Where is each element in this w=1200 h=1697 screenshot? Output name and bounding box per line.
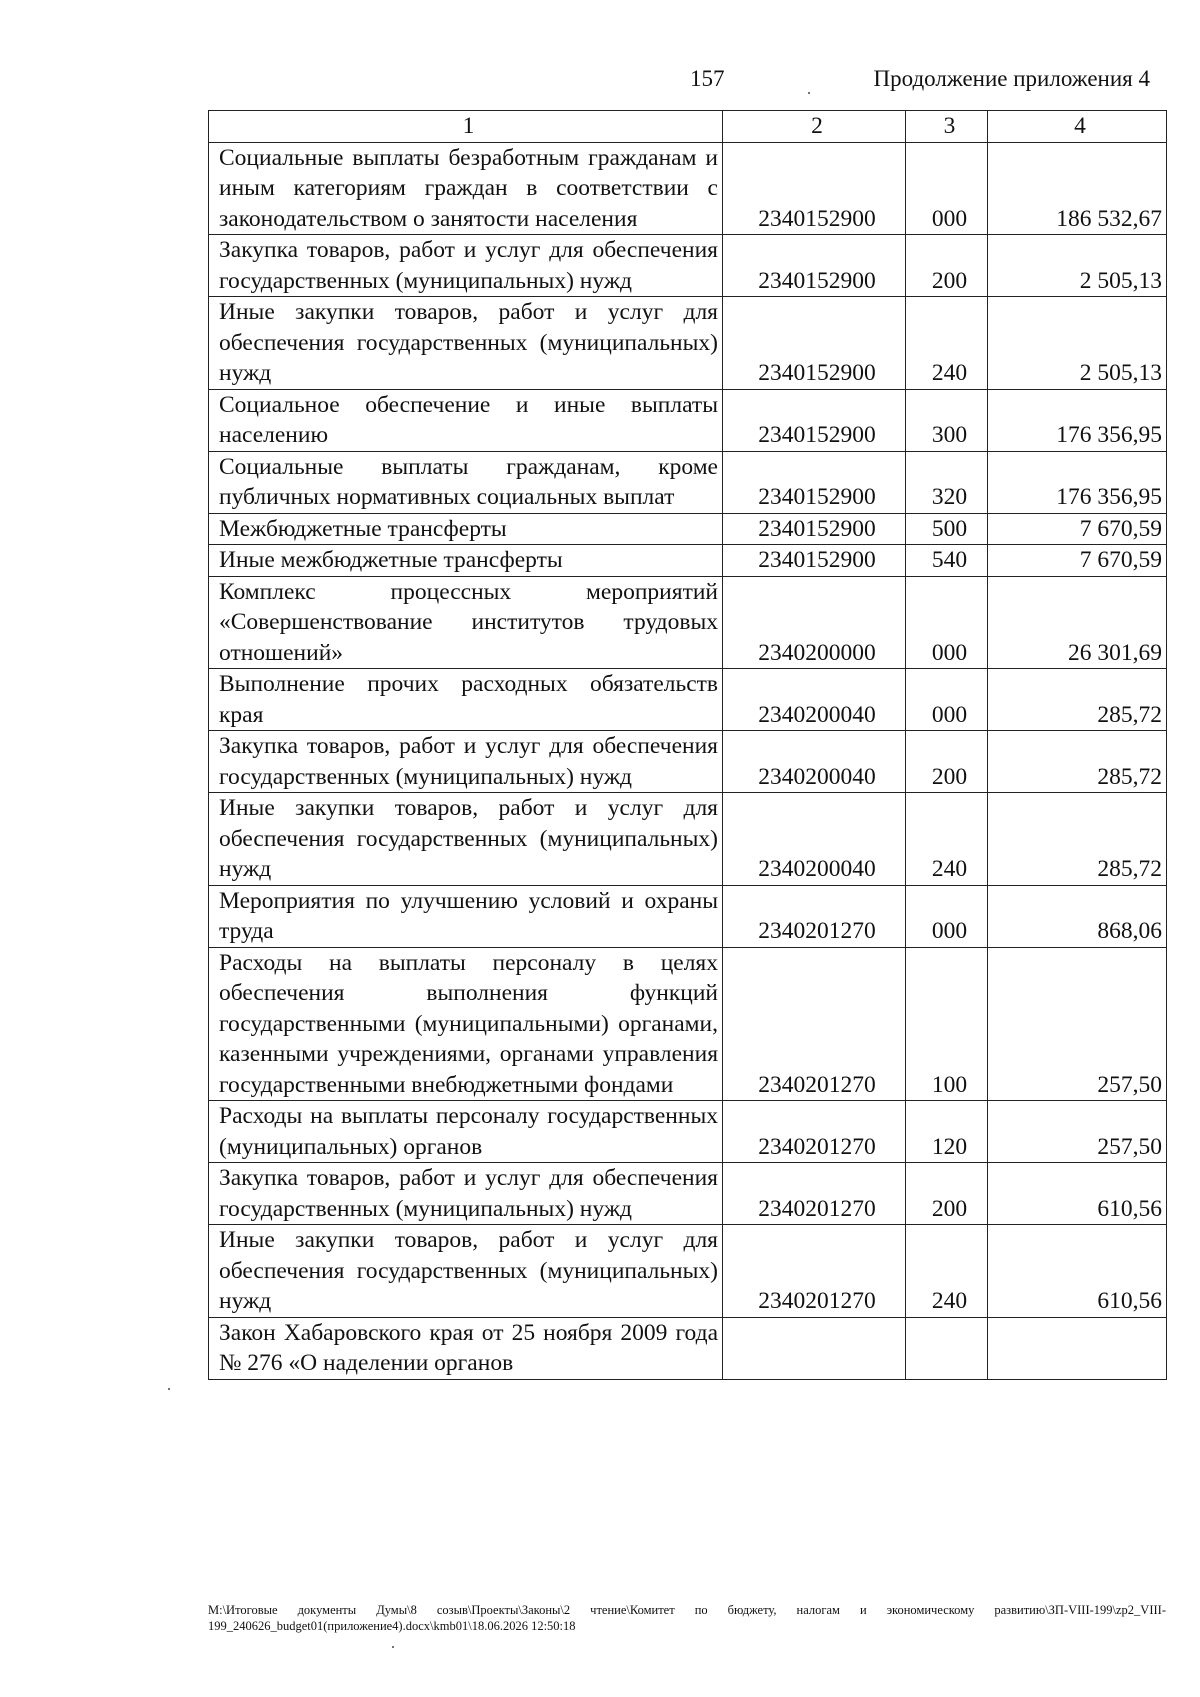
row-name-cell: Межбюджетные трансферты — [209, 513, 723, 545]
row-name-cell: Иные закупки товаров, работ и услуг для обеспечения государственных (муниципальных) нужд — [209, 297, 723, 390]
table-body — [209, 142, 1167, 1379]
row-name-cell: Социальное обеспечение и иные выплаты населению — [209, 389, 723, 451]
row-kvr-cell: 540 — [906, 545, 988, 577]
row-kvr-cell: 240 — [906, 297, 988, 390]
row-kvr-cell: 100 — [906, 947, 988, 1101]
row-name-cell: Социальные выплаты гражданам, кроме публичных нормативных социальных выплат — [209, 451, 723, 513]
row-kvr-cell: 320 — [906, 451, 988, 513]
row-code-cell: 2340200040 — [723, 669, 906, 731]
row-amount-cell: 7 670,59 — [988, 513, 1167, 545]
scan-speck — [808, 92, 810, 94]
budget-table — [208, 110, 1167, 1380]
row-amount-cell: 868,06 — [988, 885, 1167, 947]
row-name-cell: Закупка товаров, работ и услуг для обеспечения государственных (муниципальных) нужд — [209, 731, 723, 793]
row-name-cell: Комплекс процессных мероприятий «Совершенствование институтов трудовых отношений» — [209, 576, 723, 669]
column-header-3: 3 — [906, 111, 988, 143]
row-kvr-cell: 500 — [906, 513, 988, 545]
row-name-cell: Закупка товаров, работ и услуг для обеспечения государственных (муниципальных) нужд — [209, 235, 723, 297]
table-row — [209, 513, 1167, 545]
table-row — [209, 451, 1167, 513]
scan-speck — [392, 1646, 394, 1648]
row-code-cell — [723, 1317, 906, 1379]
row-code-cell: 2340201270 — [723, 885, 906, 947]
row-name-cell: Иные закупки товаров, работ и услуг для обеспечения государственных (муниципальных) нужд — [209, 793, 723, 886]
row-amount-cell: 257,50 — [988, 947, 1167, 1101]
table-row — [209, 1101, 1167, 1163]
row-kvr-cell: 000 — [906, 669, 988, 731]
column-header-4: 4 — [988, 111, 1167, 143]
row-kvr-cell: 200 — [906, 1163, 988, 1225]
row-name-cell: Мероприятия по улучшению условий и охраны труда — [209, 885, 723, 947]
row-code-cell: 2340200040 — [723, 731, 906, 793]
row-name-cell: Социальные выплаты безработным гражданам и иным категориям граждан в соответствии с законодательством о занятости населения — [209, 142, 723, 235]
row-amount-cell: 257,50 — [988, 1101, 1167, 1163]
table-row — [209, 1163, 1167, 1225]
row-kvr-cell: 240 — [906, 793, 988, 886]
row-name-cell: Иные закупки товаров, работ и услуг для обеспечения государственных (муниципальных) нужд — [209, 1225, 723, 1318]
row-kvr-cell: 000 — [906, 885, 988, 947]
row-code-cell: 2340200040 — [723, 793, 906, 886]
row-amount-cell: 285,72 — [988, 793, 1167, 886]
row-kvr-cell: 200 — [906, 731, 988, 793]
row-amount-cell: 176 356,95 — [988, 389, 1167, 451]
row-name-cell: Выполнение прочих расходных обязательств края — [209, 669, 723, 731]
table-row — [209, 142, 1167, 235]
row-name-cell: Расходы на выплаты персоналу в целях обеспечения выполнения функций государственными (муниципальными) органами, казенными учреждениями, органами управления государственными внебюджетными фондами — [209, 947, 723, 1101]
row-kvr-cell: 000 — [906, 142, 988, 235]
row-name-cell: Иные межбюджетные трансферты — [209, 545, 723, 577]
row-kvr-cell: 240 — [906, 1225, 988, 1318]
row-kvr-cell: 000 — [906, 576, 988, 669]
row-amount-cell: 610,56 — [988, 1163, 1167, 1225]
row-code-cell: 2340201270 — [723, 1163, 906, 1225]
row-code-cell: 2340152900 — [723, 142, 906, 235]
row-amount-cell: 2 505,13 — [988, 297, 1167, 390]
row-amount-cell: 7 670,59 — [988, 545, 1167, 577]
row-code-cell: 2340201270 — [723, 947, 906, 1101]
row-code-cell: 2340201270 — [723, 1101, 906, 1163]
column-header-2: 2 — [723, 111, 906, 143]
column-header-1: 1 — [209, 111, 723, 143]
table-row — [209, 297, 1167, 390]
row-code-cell: 2340152900 — [723, 389, 906, 451]
row-code-cell: 2340152900 — [723, 451, 906, 513]
row-code-cell: 2340152900 — [723, 235, 906, 297]
row-kvr-cell: 120 — [906, 1101, 988, 1163]
table-row — [209, 1317, 1167, 1379]
table-header-row — [209, 111, 1167, 143]
row-kvr-cell: 200 — [906, 235, 988, 297]
row-kvr-cell — [906, 1317, 988, 1379]
file-path-footer: M:\Итоговые документы Думы\8 созыв\Проекты\Законы\2 чтение\Комитет по бюджету, налогам и экономическому развитию\ЗП-VIII-199\zp2_VIII-199_240626_budget01(приложение4).docx\kmb01\18.06.2026 12:50:18 — [208, 1603, 1166, 1633]
row-amount-cell — [988, 1317, 1167, 1379]
table-row — [209, 1225, 1167, 1318]
row-amount-cell: 285,72 — [988, 669, 1167, 731]
table-row — [209, 235, 1167, 297]
table-row — [209, 545, 1167, 577]
row-amount-cell: 26 301,69 — [988, 576, 1167, 669]
appendix-continuation-note: Продолжение приложения 4 — [873, 66, 1150, 91]
table-row — [209, 731, 1167, 793]
row-amount-cell: 285,72 — [988, 731, 1167, 793]
row-code-cell: 2340200000 — [723, 576, 906, 669]
table-row — [209, 947, 1167, 1101]
row-code-cell: 2340152900 — [723, 513, 906, 545]
table-row — [209, 669, 1167, 731]
row-amount-cell: 610,56 — [988, 1225, 1167, 1318]
row-amount-cell: 2 505,13 — [988, 235, 1167, 297]
row-kvr-cell: 300 — [906, 389, 988, 451]
row-code-cell: 2340152900 — [723, 297, 906, 390]
row-amount-cell: 176 356,95 — [988, 451, 1167, 513]
table-row — [209, 885, 1167, 947]
row-amount-cell: 186 532,67 — [988, 142, 1167, 235]
row-code-cell: 2340152900 — [723, 545, 906, 577]
table-row — [209, 389, 1167, 451]
row-name-cell: Закупка товаров, работ и услуг для обеспечения государственных (муниципальных) нужд — [209, 1163, 723, 1225]
row-code-cell: 2340201270 — [723, 1225, 906, 1318]
row-name-cell: Закон Хабаровского края от 25 ноября 2009 года № 276 «О наделении органов — [209, 1317, 723, 1379]
page-number: 157 — [690, 66, 725, 91]
table-row — [209, 793, 1167, 886]
scan-speck — [168, 1388, 170, 1390]
table-row — [209, 576, 1167, 669]
row-name-cell: Расходы на выплаты персоналу государственных (муниципальных) органов — [209, 1101, 723, 1163]
